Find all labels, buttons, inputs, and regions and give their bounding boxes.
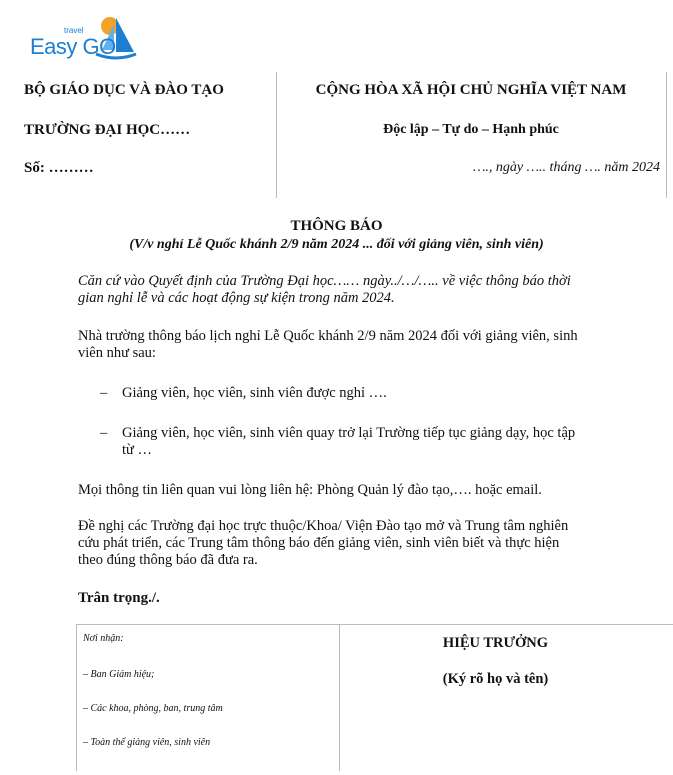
header-left bbox=[18, 72, 277, 198]
signer-title: HIỆU TRƯỞNG bbox=[442, 635, 549, 651]
bullet-dash-1: – bbox=[100, 385, 108, 401]
country-name: CỘNG HÒA XÃ HỘI CHỦ NGHĨA VIỆT NAM bbox=[315, 82, 627, 98]
request-line-1: Đề nghị các Trường đại học trực thuộc/Khoa/ Viện Đào tạo mở và Trung tâm nghiên bbox=[78, 518, 569, 534]
bullet-1: Giảng viên, học viên, sinh viên được nghỉ …. bbox=[122, 385, 387, 401]
document-header bbox=[18, 72, 666, 198]
basis-line-2: gian nghỉ lễ và các hoạt động sự kiện trong năm 2024. bbox=[78, 290, 395, 306]
recipient-item: – Toàn thể giảng viên, sinh viên bbox=[83, 737, 211, 748]
school-name: TRƯỜNG ĐẠI HỌC…… bbox=[24, 122, 191, 138]
logo-brand: Easy GO bbox=[30, 34, 116, 59]
contact-line: Mọi thông tin liên quan vui lòng liên hệ: Phòng Quản lý đào tạo,…. hoặc email. bbox=[78, 482, 542, 498]
request-line-3: theo đúng thông báo đã đưa ra. bbox=[78, 552, 258, 568]
signer-note: (Ký rõ họ và tên) bbox=[442, 671, 549, 687]
bullet-dash-2: – bbox=[100, 425, 108, 441]
document-subtitle: (V/v nghỉ Lễ Quốc khánh 2/9 năm 2024 ... đối với giảng viên, sinh viên) bbox=[129, 237, 544, 252]
document-footer bbox=[76, 624, 673, 771]
header-right bbox=[276, 72, 667, 198]
bullet-2-line-2: từ … bbox=[122, 442, 153, 458]
announce-line-1: Nhà trường thông báo lịch nghỉ Lễ Quốc khánh 2/9 năm 2024 đối với giảng viên, sinh bbox=[78, 328, 578, 344]
request-line-2: cứu phát triển, các Trung tâm thông báo đến giảng viên, sinh viên biết và thực hiện bbox=[78, 535, 560, 551]
document-number: Số: ……… bbox=[24, 160, 94, 176]
document-title: THÔNG BÁO bbox=[290, 218, 383, 234]
recipient-item: – Ban Giám hiệu; bbox=[83, 669, 155, 680]
recipients-box bbox=[76, 625, 340, 771]
logo-tagline: travel bbox=[64, 26, 84, 35]
ministry-name: BỘ GIÁO DỤC VÀ ĐÀO TẠO bbox=[24, 82, 224, 98]
closing-text: Trân trọng./. bbox=[78, 590, 160, 606]
announce-line-2: viên như sau: bbox=[78, 345, 156, 361]
document-date: …., ngày ….. tháng …. năm 2024 bbox=[472, 160, 660, 175]
easygo-logo bbox=[28, 12, 138, 68]
basis-line-1: Căn cứ vào Quyết định của Trường Đại học…… ngày../…/….. về việc thông báo thời bbox=[78, 273, 571, 289]
recipients-label: Nơi nhận: bbox=[83, 633, 124, 644]
national-motto: Độc lập – Tự do – Hạnh phúc bbox=[383, 122, 559, 137]
recipient-item: – Các khoa, phòng, ban, trung tâm bbox=[83, 703, 223, 714]
bullet-2-line-1: Giảng viên, học viên, sinh viên quay trở lại Trường tiếp tục giảng dạy, học tập bbox=[122, 425, 576, 441]
